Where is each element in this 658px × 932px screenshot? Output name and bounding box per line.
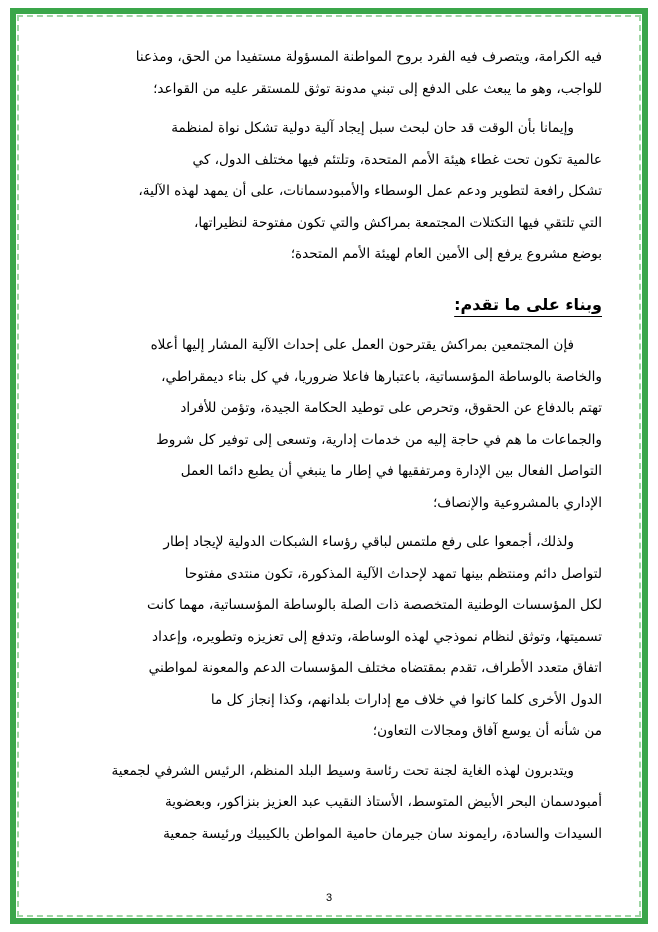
page-frame xyxy=(10,8,648,924)
paragraph-group-1 xyxy=(56,42,602,271)
text-line: لتواصل دائم ومنتظم بينها تمهد لإحداث الآلية المذكورة، تكون منتدى مفتوحا xyxy=(184,565,602,582)
text-line: بوضع مشروع يرفع إلى الأمين العام لهيئة الأمم المتحدة؛ xyxy=(290,246,602,262)
paragraph xyxy=(56,113,602,271)
section-heading: وبناء على ما تقدم: xyxy=(454,294,602,314)
text-line: أمبودسمان البحر الأبيض المتوسط، الأستاذ النقيب عبد العزيز بنزاكور، وبعضوية xyxy=(164,794,602,810)
text-line: وإيمانا بأن الوقت قد حان لبحث سبل إيجاد آلية دولية تشكل نواة لمنظمة xyxy=(171,120,574,136)
text-line: التواصل الفعال بين الإدارة ومرتفقيها في إطار ما ينبغي أن يطبع دائما العمل xyxy=(180,463,602,479)
paragraph xyxy=(56,756,602,851)
text-line: السيدات والسادة، رايموند سان جيرمان حامية المواطن بالكيبيك ورئيسة جمعية xyxy=(163,825,602,842)
text-line: تسميتها، وتوثق لنظام نموذجي لهذه الوساطة، وتدفع إلى تعزيزه وتطويره، وإعداد xyxy=(152,628,602,645)
paragraph xyxy=(56,330,602,519)
text-line: لكل المؤسسات الوطنية المتخصصة ذات الصلة بالوساطة المؤسساتية، مهما كانت xyxy=(146,597,602,613)
paragraph xyxy=(56,42,602,105)
text-line: تهتم بالدفاع عن الحقوق، وتحرص على توطيد الحكامة الجيدة، وتؤمن للأفراد xyxy=(180,400,602,416)
text-line: الدول الأخرى كلما كانوا في خلاف مع إدارات بلدانهم، وكذا إنجاز كل ما xyxy=(210,691,602,708)
text-line: التي تلتقي فيها التكتلات المجتمعة بمراكش والتي تكون مفتوحة لنظيراتها، xyxy=(194,214,602,231)
page-number: 3 xyxy=(325,892,333,904)
text-line: من شأنه أن يوسع آفاق ومجالات التعاون؛ xyxy=(372,723,602,739)
text-line: عالمية تكون تحت غطاء هيئة الأمم المتحدة، وتلتئم فيها مختلف الدول، كي xyxy=(192,151,602,168)
text-line: والخاصة بالوساطة المؤسساتية، باعتبارها فاعلا ضروريا، في كل بناء ديمقراطي، xyxy=(161,368,602,385)
text-line: الإداري بالمشروعية والإنصاف؛ xyxy=(432,494,602,511)
text-line: للواجب، وهو ما يبعث على الدفع إلى تبني مدونة توثق للمستقر عليه من القواعد؛ xyxy=(153,80,602,97)
text-line: فيه الكرامة، ويتصرف فيه الفرد بروح المواطنة المسؤولة مستفيدا من الحق، ومذعنا xyxy=(135,49,602,65)
text-line: تشكل رافعة لتطوير ودعم عمل الوسطاء والأمبودسمانات، على أن يمهد لهذه الآلية، xyxy=(138,183,602,199)
text-line: ولذلك، أجمعوا على رفع ملتمس لباقي رؤساء الشبكات الدولية لإيجاد إطار xyxy=(163,534,574,550)
paragraph xyxy=(56,527,602,748)
text-line: ويتدبرون لهذه الغاية لجنة تحت رئاسة وسيط البلد المنظم، الرئيس الشرفي لجمعية xyxy=(111,762,574,779)
paragraph-group-2 xyxy=(56,330,602,850)
text-line: اتفاق متعدد الأطراف، تقدم بمقتضاه مختلف المؤسسات الدعم والمعونة لمواطني xyxy=(148,660,602,676)
document-body xyxy=(56,42,602,878)
text-line: فإن المجتمعين بمراكش يقترحون العمل على إحداث الآلية المشار إليها أعلاه xyxy=(150,337,574,353)
text-line: والجماعات ما هم في حاجة إليه من خدمات إدارية، وتسعى إلى توفير كل شروط xyxy=(156,431,602,448)
